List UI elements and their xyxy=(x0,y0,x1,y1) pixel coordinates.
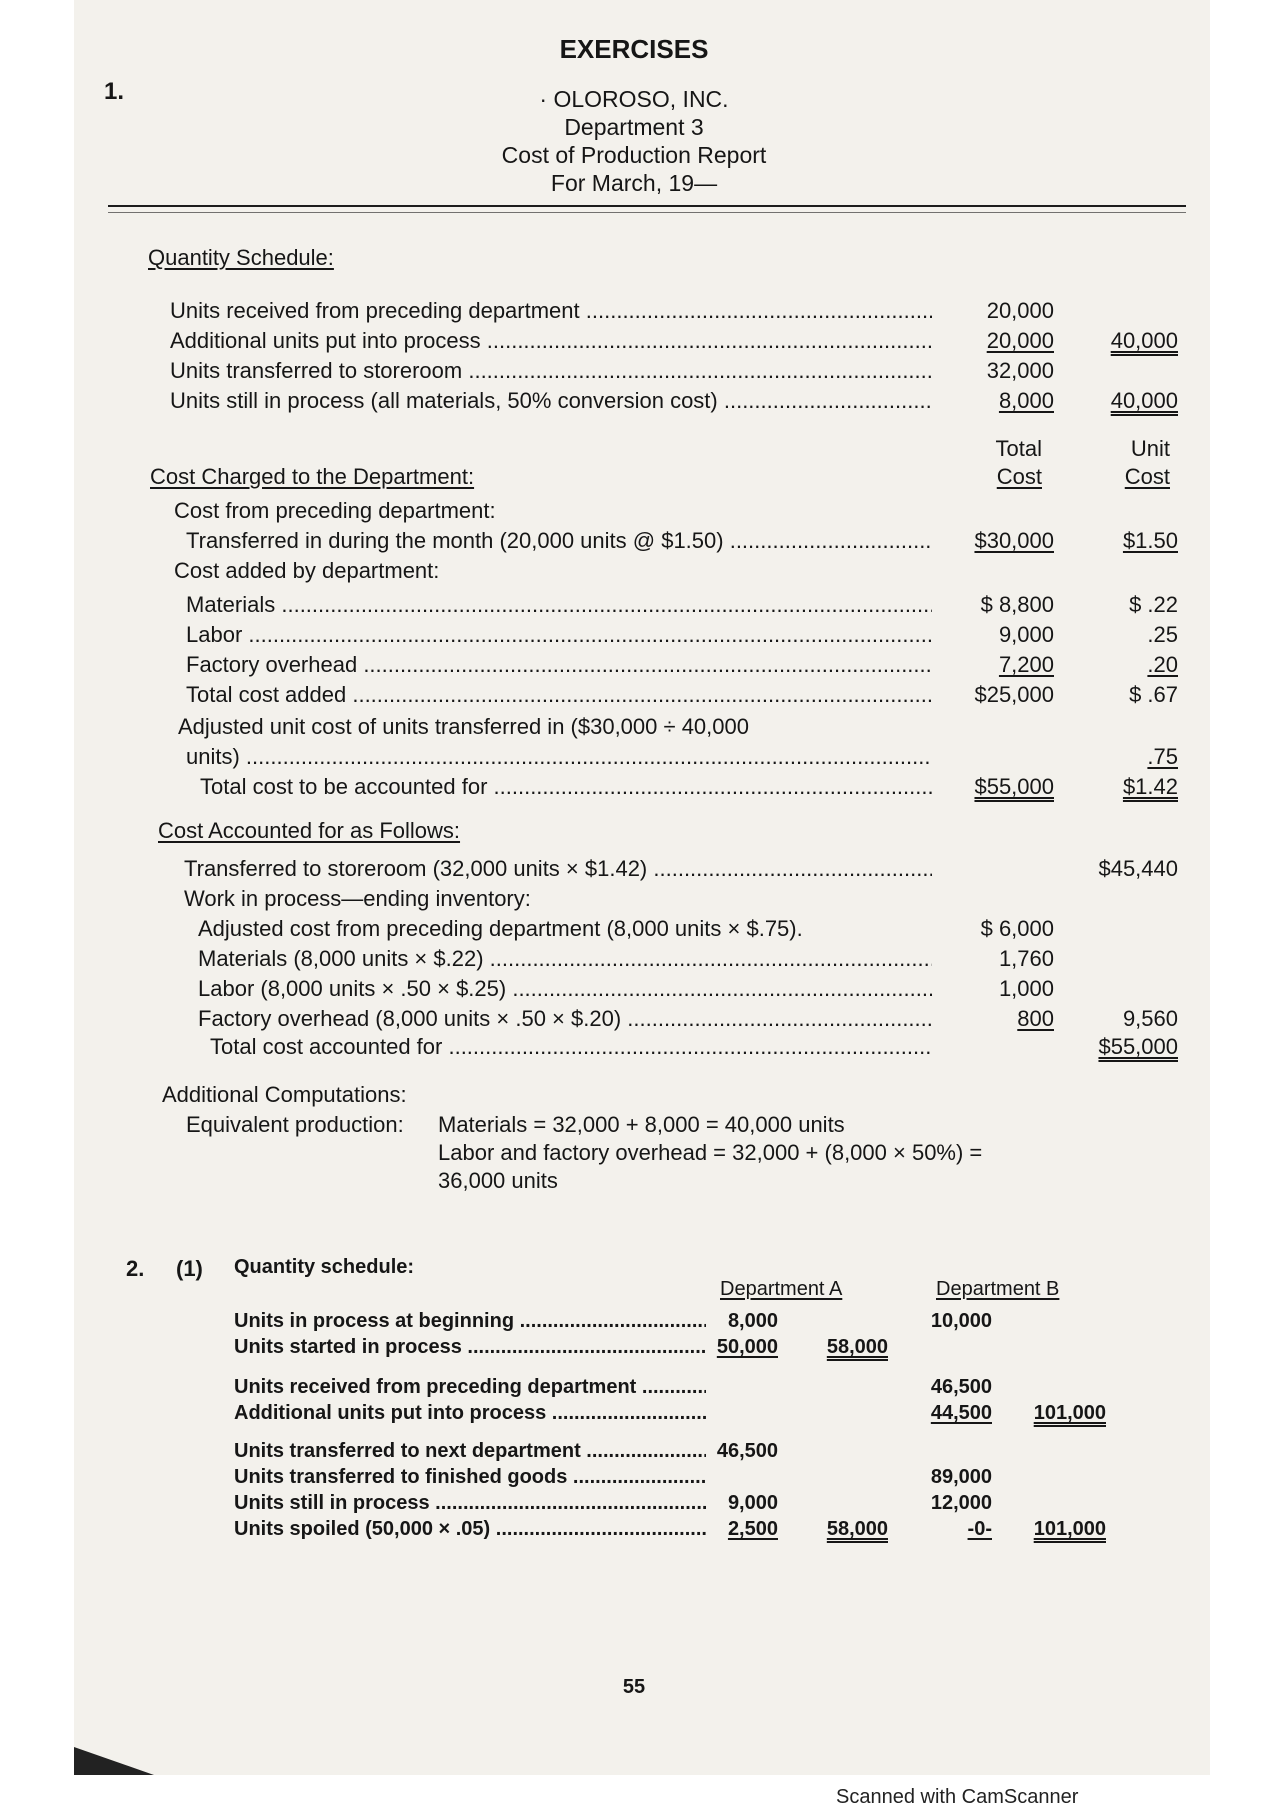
exercise-2-heading: 2. (1) Quantity schedule: xyxy=(126,1256,415,1281)
total-cost-header: Total Unit xyxy=(995,436,1170,461)
cost-preceding-subheading: Cost from preceding department: xyxy=(174,498,496,523)
table-row: units) ..... .75 xyxy=(74,744,1210,774)
cost-charged-heading: Cost Charged to the Department: Cost Cost xyxy=(150,464,1170,489)
page-title: EXERCISES xyxy=(559,34,709,64)
table-row: Units spoiled (50,000 × .05) ..... 2,500 58,000 -0- 101,000 xyxy=(74,1518,1210,1546)
scanned-page xyxy=(74,0,1210,1775)
equivalent-units-line: 36,000 units xyxy=(438,1168,558,1193)
report-period: For March, 19— xyxy=(550,170,718,196)
table-row: Additional units put into process ..... 44,500 101,000 xyxy=(74,1402,1210,1430)
table-row: Total cost added ..... $25,000 $ .67 xyxy=(74,682,1210,712)
page-number: 55 xyxy=(622,1676,646,1698)
adjusted-cost-line: Adjusted unit cost of units transferred in ($30,000 ÷ 40,000 xyxy=(178,714,749,739)
additional-heading: Additional Computations: xyxy=(162,1082,407,1107)
table-row: Units received from preceding department ..... 46,500 xyxy=(74,1376,1210,1404)
department-name: Department 3 xyxy=(564,114,704,140)
table-row: Adjusted cost from preceding department (8,000 units × $.75). $ 6,000 xyxy=(198,916,1054,941)
table-row: Transferred to storeroom (32,000 units × $1.42) ..... $45,440 xyxy=(74,856,1210,886)
header-rule xyxy=(108,205,1186,207)
table-row: Units received from preceding department ..... 20,000 xyxy=(74,298,1210,328)
table-row: Units transferred to finished goods ..... 89,000 xyxy=(74,1466,1210,1494)
equivalent-production-line: Equivalent production: Materials = 32,000 + 8,000 = 40,000 units xyxy=(186,1112,845,1137)
table-row: Units started in process ..... 50,000 58,000 xyxy=(74,1336,1210,1364)
table-row: Total cost accounted for ..... $55,000 xyxy=(74,1034,1210,1064)
table-row: Units still in process ..... 9,000 12,000 xyxy=(74,1492,1210,1520)
table-row: Factory overhead (8,000 units × .50 × $.20) ..... 800 9,560 xyxy=(74,1006,1210,1036)
table-row: Factory overhead ..... 7,200 .20 xyxy=(74,652,1210,682)
table-row: Additional units put into process ..... 20,000 40,000 xyxy=(74,328,1210,358)
table-row: Labor (8,000 units × .50 × $.25) ..... 1,000 xyxy=(74,976,1210,1006)
dept-a-header: Department A xyxy=(720,1278,843,1300)
table-row: Labor ..... 9,000 .25 xyxy=(74,622,1210,652)
wip-subheading: Work in process—ending inventory: xyxy=(184,886,531,911)
report-title: Cost of Production Report xyxy=(501,142,767,168)
cost-added-subheading: Cost added by department: xyxy=(174,558,440,583)
table-row: Transferred in during the month (20,000 units @ $1.50) ..... $30,000 $1.50 xyxy=(74,528,1210,558)
table-row: Materials (8,000 units × $.22) ..... 1,760 xyxy=(74,946,1210,976)
quantity-schedule-heading: Quantity Schedule: xyxy=(148,245,334,270)
department-headers xyxy=(74,1278,1210,1306)
dept-b-header: Department B xyxy=(936,1278,1060,1300)
exercise-number: 1. xyxy=(104,78,125,105)
company-name: · OLOROSO, INC. xyxy=(539,86,729,112)
table-row: Total cost to be accounted for ..... $55,000 $1.42 xyxy=(74,774,1210,804)
labor-overhead-line: Labor and factory overhead = 32,000 + (8,000 × 50%) = xyxy=(438,1140,983,1165)
camscanner-watermark: Scanned with CamScanner xyxy=(836,1786,1079,1808)
cost-accounted-heading: Cost Accounted for as Follows: xyxy=(158,818,461,843)
header-rule-thin xyxy=(108,212,1186,213)
table-row: Units transferred to next department ..... 46,500 xyxy=(74,1440,1210,1468)
table-row: Units still in process (all materials, 50% conversion cost) ..... 8,000 40,000 xyxy=(74,388,1210,418)
table-row: Materials ..... $ 8,800 $ .22 xyxy=(74,592,1210,622)
table-row: Units in process at beginning ..... 8,000 10,000 xyxy=(74,1310,1210,1338)
table-row: Units transferred to storeroom ..... 32,000 xyxy=(74,358,1210,388)
